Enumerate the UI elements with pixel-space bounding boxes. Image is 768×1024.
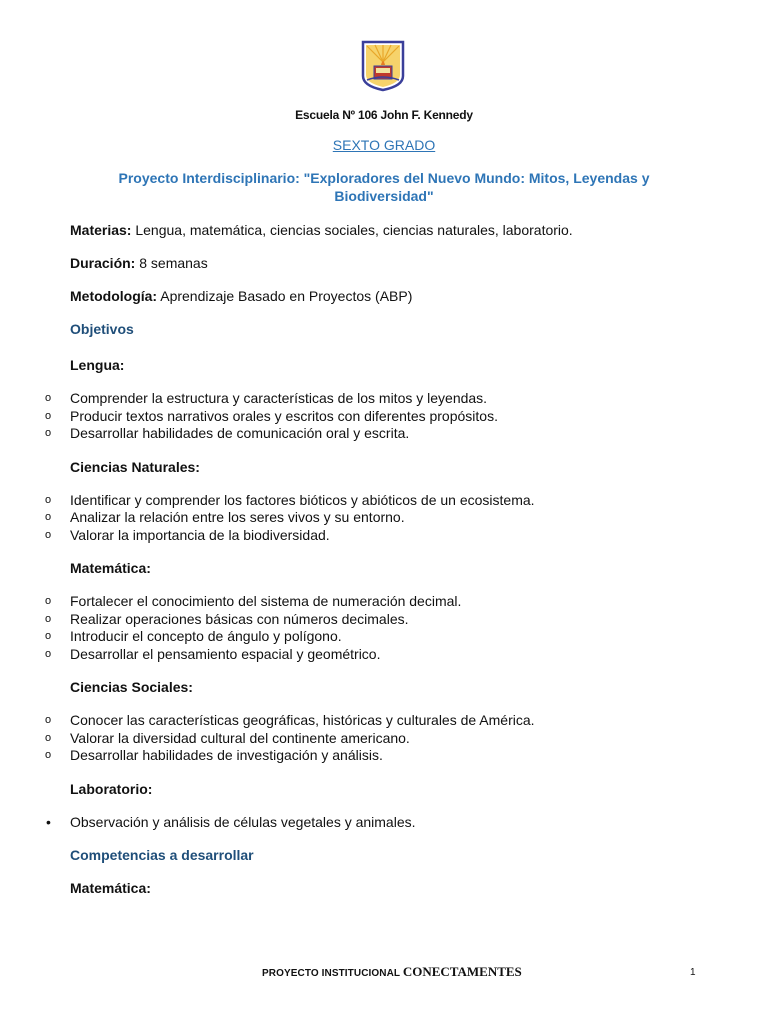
- list-item: o Fortalecer el conocimiento del sistema de numeración decimal.: [45, 593, 462, 609]
- footer-project-name: CONECTAMENTES: [402, 964, 522, 979]
- list-item: o Desarrollar el pensamiento espacial y geométrico.: [45, 645, 381, 662]
- competencias-heading: Competencias a desarrollar: [70, 847, 254, 863]
- school-crest-logo: [361, 40, 405, 92]
- objetivos-heading: Objetivos: [70, 321, 134, 337]
- materias-value: Lengua, matemática, ciencias sociales, ciencias naturales, laboratorio.: [131, 222, 573, 238]
- circle-bullet-icon: o: [45, 714, 52, 726]
- list-item: o Valorar la diversidad cultural del continente americano.: [45, 729, 410, 746]
- list-item: • Observación y análisis de células vegetales y animales.: [46, 813, 416, 830]
- list-item: o Introducir el concepto de ángulo y polígono.: [45, 628, 342, 644]
- materias-label: Materias:: [70, 222, 132, 238]
- circle-bullet-icon: o: [45, 749, 52, 761]
- circle-bullet-icon: o: [45, 511, 52, 523]
- circle-bullet-icon: o: [45, 595, 52, 607]
- circle-bullet-icon: o: [45, 409, 52, 422]
- laboratorio-heading: Laboratorio:: [70, 780, 153, 797]
- lengua-list: [0, 390, 768, 443]
- page-footer: [262, 964, 522, 980]
- duracion-label: Duración:: [70, 255, 136, 271]
- competencias-matematica-heading: Matemática:: [70, 880, 151, 896]
- footer-label: PROYECTO INSTITUCIONAL: [262, 968, 403, 979]
- school-name: Escuela Nº 106 John F. Kennedy: [295, 108, 473, 122]
- list-item: o Producir textos narrativos orales y escritos con diferentes propósitos.: [45, 407, 498, 424]
- sociales-list: [0, 712, 768, 765]
- circle-bullet-icon: o: [45, 612, 52, 625]
- dot-bullet-icon: •: [46, 813, 51, 830]
- matematica-list: [0, 593, 768, 663]
- project-title: Proyecto Interdisciplinario: "Exploradores del Nuevo Mundo: Mitos, Leyendas y Biodiversidad": [118, 170, 650, 204]
- list-item: o Desarrollar habilidades de investigación y análisis.: [45, 747, 383, 763]
- list-item: o Valorar la importancia de la biodiversidad.: [45, 526, 330, 543]
- document-body: [0, 222, 768, 897]
- naturales-heading: Ciencias Naturales:: [70, 458, 200, 475]
- list-item: o Identificar y comprender los factores bióticos y abióticos de un ecosistema.: [45, 491, 535, 508]
- materias-line: [0, 222, 768, 239]
- circle-bullet-icon: o: [45, 647, 52, 660]
- metodologia-label: Metodología:: [70, 288, 158, 304]
- list-item: o Desarrollar habilidades de comunicación oral y escrita.: [45, 425, 410, 441]
- matematica-heading: Matemática:: [70, 560, 151, 576]
- laboratorio-list: [0, 814, 768, 832]
- list-item: o Realizar operaciones básicas con números decimales.: [45, 610, 409, 627]
- circle-bullet-icon: o: [45, 630, 52, 642]
- duracion-line: [0, 255, 768, 272]
- list-item: o Conocer las características geográficas, históricas y culturales de América.: [45, 712, 535, 728]
- circle-bullet-icon: o: [45, 392, 52, 404]
- metodologia-line: [0, 288, 768, 305]
- circle-bullet-icon: o: [45, 528, 52, 541]
- circle-bullet-icon: o: [45, 731, 52, 744]
- page-number: 1: [690, 967, 696, 978]
- circle-bullet-icon: o: [45, 493, 52, 506]
- duracion-value: 8 semanas: [135, 255, 208, 271]
- circle-bullet-icon: o: [45, 427, 52, 439]
- sociales-heading: Ciencias Sociales:: [70, 679, 193, 695]
- list-item: o Comprender la estructura y características de los mitos y leyendas.: [45, 390, 488, 406]
- grade-title: SEXTO GRADO: [332, 137, 436, 153]
- lengua-heading: Lengua:: [70, 357, 125, 373]
- naturales-list: [0, 492, 768, 545]
- list-item: o Analizar la relación entre los seres vivos y su entorno.: [45, 509, 405, 525]
- metodologia-value: Aprendizaje Basado en Proyectos (ABP): [157, 288, 413, 304]
